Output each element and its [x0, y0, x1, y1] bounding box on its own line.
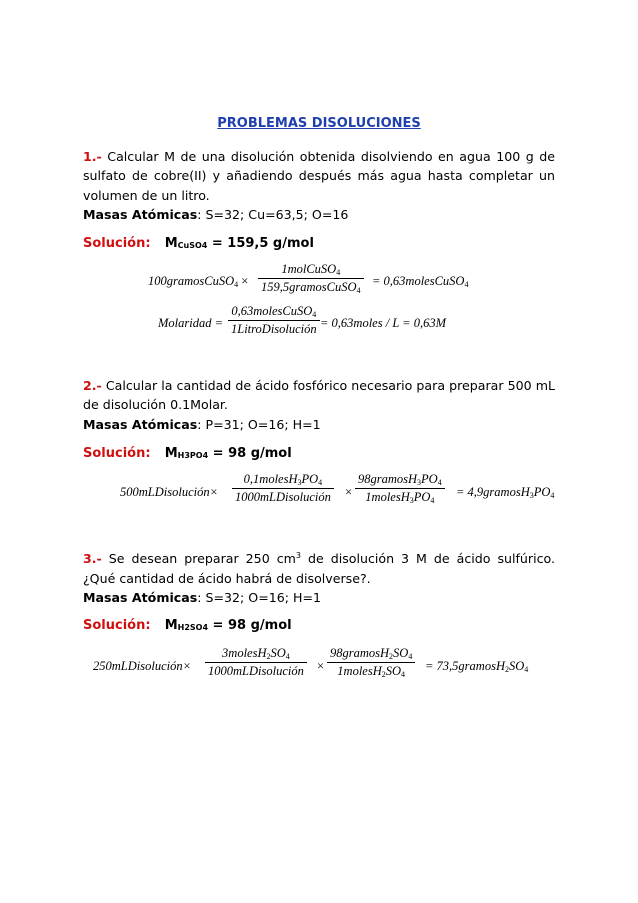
eq3-num2-sub1: 2 [389, 652, 394, 661]
eq2-result-mid: PO [533, 485, 551, 499]
problem-2-text: Calcular la cantidad de ácido fosfórico necesario para preparar 500 mL de disolución 0.1Molar. [83, 378, 555, 413]
molar-mass-value: = 159,5 g/mol [207, 236, 314, 251]
eq3-num1-sub2: 4 [285, 652, 290, 661]
eq3-result-sub2: 4 [524, 665, 529, 674]
equation-3 [93, 646, 553, 688]
eq1a-num-sub: 4 [336, 268, 341, 277]
eq3-num2: 98gramosH [330, 646, 390, 660]
eq3-result: = 73,5gramosH [425, 659, 505, 673]
eq3-num1-sub1: 2 [266, 652, 271, 661]
eq2-num1-mid: PO [301, 472, 319, 486]
problem-3-text-pre: Se desean preparar 250 cm [108, 551, 296, 567]
problem-1-statement [83, 147, 555, 225]
eq1a-result: = 0,63molesCuSO [372, 274, 465, 288]
eq2-num2-mid: PO [421, 472, 438, 486]
eq3-num1: 3molesH [222, 646, 267, 660]
eq1b-denominator: 1LitroDisolución [231, 322, 317, 336]
eq2-num2: 98gramosH [358, 472, 418, 486]
eq1a-lead-text: 100gramosCuSO [148, 274, 235, 288]
eq3-den2: 1molesH [337, 664, 382, 678]
eq1b-fraction [228, 304, 320, 337]
problem-1-masses: : S=32; Cu=63,5; O=16 [197, 207, 349, 223]
page-title: PROBLEMAS DISOLUCIONES [217, 116, 421, 131]
eq1a-result-wrap [372, 274, 468, 289]
solution-label: Solución: [83, 446, 151, 461]
molar-mass [165, 618, 292, 633]
equation-1b [158, 304, 468, 344]
problem-2-statement [83, 376, 555, 434]
problem-3-number: 3.- [83, 551, 102, 567]
problem-2-number: 2.- [83, 378, 102, 393]
problem-3-text-sup: 3 [295, 551, 301, 560]
eq3-den2-sub1: 2 [381, 670, 386, 679]
eq2-fraction-1 [232, 472, 334, 505]
problem-1-solution [83, 236, 314, 251]
solution-label: Solución: [83, 236, 151, 251]
problem-3-masses-label: Masas Atómicas [83, 590, 198, 605]
eq3-result-wrap [425, 659, 528, 674]
eq1a-numerator: 1molCuSO [281, 262, 337, 276]
problem-3-solution [83, 618, 292, 633]
eq2-lead: 500mLDisolución× [120, 485, 219, 499]
eq1a-denominator: 159,5gramosCuSO [261, 280, 357, 294]
eq2-result-wrap [456, 485, 554, 500]
eq1b-result: = 0,63moles / L = 0,63M [320, 316, 447, 330]
problem-1-number: 1.- [83, 149, 102, 164]
molar-mass [165, 236, 314, 251]
eq2-den2-sub1: 3 [409, 496, 414, 505]
problem-1-text: Calcular M de una disolución obtenida disolviendo en agua 100 g de sulfato de cobre(II) y añadiendo después más agua hasta completar un volumen de un litro. [83, 149, 555, 203]
molar-mass-value: = 98 g/mol [208, 618, 292, 633]
problem-2-solution [83, 446, 292, 461]
molar-mass-symbol: M [164, 618, 178, 633]
eq1a-lead-sub: 4 [234, 280, 239, 289]
eq3-result-mid: SO [508, 659, 525, 673]
problem-3-statement [83, 546, 555, 607]
eq1b-lead: Molaridad = [158, 316, 224, 330]
eq2-result-sub2: 4 [550, 491, 555, 500]
problem-2-masses-label: Masas Atómicas [83, 416, 198, 432]
eq2-num2-sub2: 4 [437, 478, 442, 487]
molar-mass-formula: H2SO4 [177, 623, 209, 632]
eq3-operator: × [317, 659, 325, 673]
eq3-den2-mid: SO [385, 664, 402, 678]
equation-2 [120, 472, 555, 514]
eq1a-den-sub: 4 [356, 286, 361, 295]
eq3-den1: 1000mLDisolución [208, 664, 304, 678]
eq2-num2-sub1: 3 [417, 478, 422, 487]
eq1a-lead [148, 274, 248, 289]
eq3-num1-mid: SO [270, 646, 286, 660]
eq2-num1: 0,1molesH [243, 472, 298, 486]
molar-mass-symbol: M [164, 446, 178, 461]
eq2-num1-sub1: 3 [297, 478, 302, 487]
problem-3-masses: : S=32; O=16; H=1 [197, 590, 322, 605]
molar-mass-symbol: M [164, 236, 178, 251]
solution-label: Solución: [83, 618, 151, 633]
eq1b-numerator: 0,63molesCuSO [231, 304, 313, 318]
eq3-lead: 250mLDisolución× [93, 659, 192, 673]
molar-mass-formula: CuSO4 [177, 241, 208, 250]
molar-mass-value: = 98 g/mol [208, 446, 292, 461]
eq2-result-sub1: 3 [529, 491, 534, 500]
eq3-fraction-2 [327, 646, 415, 679]
eq2-fraction-2 [355, 472, 445, 505]
eq2-den1: 1000mLDisolución [235, 490, 331, 504]
eq3-num2-sub2: 4 [408, 652, 413, 661]
equation-1a [148, 262, 468, 302]
eq2-operator: × [345, 485, 353, 499]
eq2-den2: 1molesH [365, 490, 410, 504]
eq3-num2-mid: SO [393, 646, 409, 660]
problem-2-masses: : P=31; O=16; H=1 [197, 416, 321, 432]
eq2-den2-sub2: 4 [430, 496, 435, 505]
eq1a-fraction [258, 262, 364, 295]
molar-mass [165, 446, 292, 461]
eq1b-num-sub: 4 [312, 310, 317, 319]
problem-1-masses-label: Masas Atómicas [83, 207, 198, 223]
problem-3-text-post: de disolución 3 M de ácido sulfúrico. ¿Qué cantidad de ácido habrá de disolverse?. [83, 551, 555, 586]
eq1a-result-sub: 4 [464, 280, 469, 289]
eq3-den2-sub2: 4 [401, 670, 406, 679]
molar-mass-formula: H3PO4 [177, 451, 209, 460]
eq2-den2-mid: PO [413, 490, 431, 504]
eq2-result: = 4,9gramosH [456, 485, 530, 499]
eq3-fraction-1 [205, 646, 307, 679]
eq3-result-sub1: 2 [504, 665, 509, 674]
eq1a-operator: × [241, 274, 249, 288]
eq2-num1-sub2: 4 [318, 478, 323, 487]
